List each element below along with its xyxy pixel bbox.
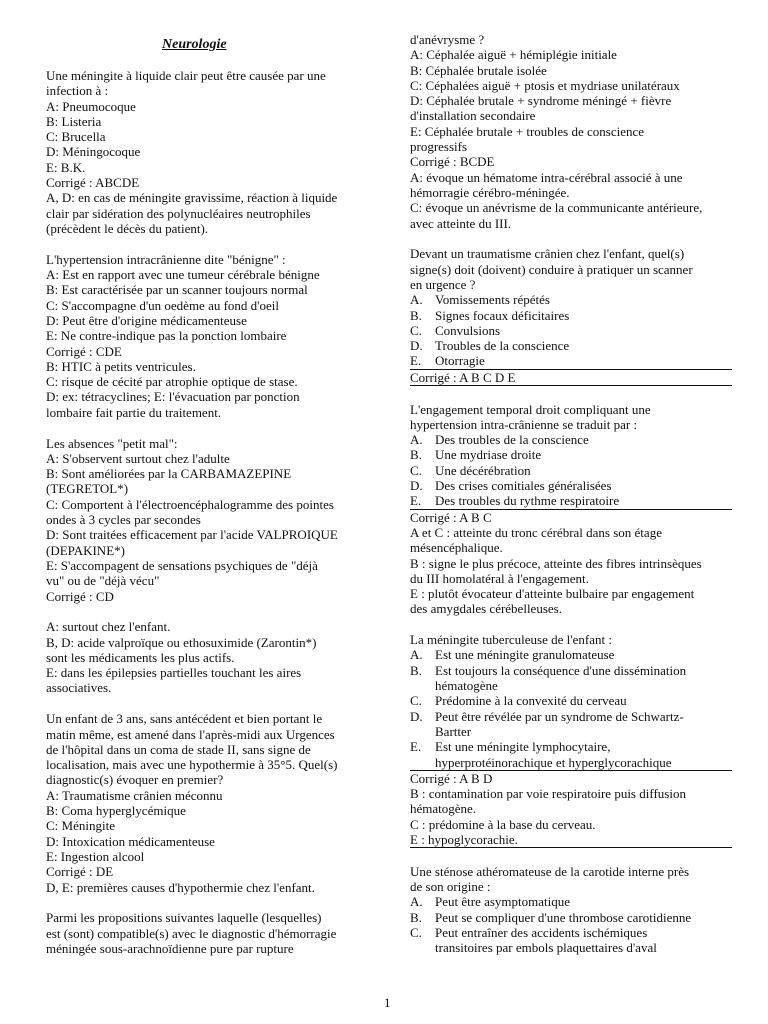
text-line: Corrigé : ABCDE [46,175,140,191]
option-text: Vomissements répétés [435,292,550,308]
option-line [410,647,732,662]
right-column [410,32,732,956]
option-text: Des troubles du rythme respiratoire [435,493,620,509]
text-line: C: Méningite [46,818,115,834]
text-line: infection à : [46,83,109,99]
option-text: Une décérébration [435,462,531,478]
option-line [410,910,732,925]
text-line: associatives. [46,680,112,696]
option-text: Convulsions [435,322,501,338]
option-line [410,353,732,369]
option-text: Des crises comitiales généralisées [435,478,612,494]
text-line: Les absences "petit mal": [46,435,178,451]
option-text: Peut être révélée par un syndrome de Schwartz- [435,708,684,724]
text-line: diagnostic(s) évoquer en premier? [46,772,224,788]
text-line: mésencéphalique. [410,540,503,556]
text-line: du III homolatéral à l'engagement. [410,570,589,586]
text-line: L'hypertension intracrânienne dite "bénigne" : [46,251,286,267]
option-text: Une mydriase droite [435,447,542,463]
option-continuation: hyperprotéinorachique et hyperglycorachique [410,755,732,771]
text-line: C: évoque un anévrisme de la communicante antérieure, [410,200,703,216]
option-continuation: hématogène [435,678,498,694]
text-line: (TEGRETOL*) [46,481,129,497]
text-line: L'engagement temporal droit compliquant une [410,401,651,417]
option-letter: B. [410,909,422,925]
text-line: d'anévrysme ? [410,32,485,47]
text-line: A: Pneumocoque [46,98,136,114]
option-line [410,663,732,678]
text-line: Corrigé : A B C [410,509,492,525]
text-line: D: ex: tétracyclines; E: l'évacuation par ponction [46,389,300,405]
text-line: D: Céphalée brutale + syndrome méningé + fièvre [410,93,672,109]
text-line: (précèdent le décès du patient). [46,220,209,236]
paragraph-gap [46,895,364,911]
option-text: Est toujours la conséquence d'une dissémination [435,662,687,678]
option-line [410,894,732,909]
text-line: Parmi les propositions suivantes laquelle (lesquelles) [46,910,322,926]
text-line: A, D: en cas de méningite gravissime, réaction à liquide [46,190,338,206]
text-line: Corrigé : A B C D E [410,370,732,386]
option-text: Peut être asymptomatique [435,894,571,910]
text-line: D: Intoxication médicamenteuse [46,833,215,849]
text-line: Une sténose athéromateuse de la carotide interne près [410,863,690,879]
text-line: hypertension intra-crânienne se traduit par : [410,416,638,432]
paragraph-gap [410,848,732,864]
text-line: E: Ingestion alcool [46,848,145,864]
text-line: D, E: premières causes d'hypothermie chez l'enfant. [46,879,315,895]
option-letter: C. [410,693,422,709]
option-line [410,925,732,940]
option-text: Peut se compliquer d'une thrombose carotidienne [435,909,692,925]
option-letter: A. [410,292,423,308]
page-title: Neurologie [162,37,227,52]
option-line [410,338,732,353]
text-line: de son origine : [410,879,491,895]
text-line: C: Brucella [46,129,106,145]
text-line: progressifs [410,139,468,155]
option-line [410,693,732,708]
option-letter: A. [410,432,423,448]
text-line: D: Peut être d'origine médicamenteuse [46,312,247,328]
text-line: d'installation secondaire [410,108,536,124]
option-line [410,709,732,724]
option-letter: A. [410,647,423,663]
paragraph-gap [410,386,732,402]
text-line: E: S'accompagent de sensations psychiques de "déjà [46,557,318,573]
option-letter: B. [410,662,422,678]
text-line: A: S'observent surtout chez l'adulte [46,450,230,466]
text-line: des amygdales cérébelleuses. [410,601,562,617]
text-line: (DEPAKINE*) [46,542,125,558]
text-line: B: HTIC à petits ventricules. [46,358,196,374]
option-letter: C. [410,322,422,338]
option-line [410,292,732,307]
text-line: A et C : atteinte du tronc cérébral dans son étage [410,524,662,540]
option-line [410,478,732,493]
text-line: B: Est caractérisée par un scanner toujours normal [46,282,308,298]
option-letter: C. [410,462,422,478]
text-line: A: surtout chez l'enfant. [46,619,171,635]
text-line: est (sont) compatible(s) avec le diagnostic d'hémorragie [46,925,337,941]
text-line: C : prédomine à la base du cerveau. [410,816,596,832]
text-line: Corrigé : BCDE [410,154,495,170]
paragraph-gap [410,231,732,247]
text-line: Corrigé : DE [46,864,114,880]
text-line: B : contamination par voie respiratoire puis diffusion [410,786,686,802]
text-line: matin même, est amené dans l'après-midi aux Urgences [46,726,335,742]
text-line: avec atteinte du III. [410,215,512,231]
text-line: sont les médicaments les plus actifs. [46,649,235,665]
text-line: D: Méningocoque [46,144,141,160]
option-text: Otorragie [435,353,485,369]
page-number: 1 [384,995,391,1010]
option-continuation: transitoires par embols plaquettaires d'aval [435,940,657,956]
text-line: localisation, mais avec une hypothermie à 35°5. Quel(s) [46,757,338,773]
left-column [46,68,364,956]
option-letter: B. [410,447,422,463]
text-line: de l'hôpital dans un coma de stade II, sans signe de [46,741,311,757]
option-letter: E. [410,739,422,755]
text-line: E: dans les épilepsies partielles touchant les aires [46,665,302,681]
text-line: lombaire fait partie du traitement. [46,404,222,420]
text-line: E: Ne contre-indique pas la ponction lombaire [46,328,287,344]
text-line: Corrigé : CDE [46,343,122,359]
option-letter: D. [410,478,423,494]
paragraph-gap [46,420,364,436]
option-letter: D. [410,338,423,354]
text-line: Une méningite à liquide clair peut être causée par une [46,68,326,83]
text-line: méningée sous-arachnoïdienne pure par rupture [46,940,294,956]
text-line: E : hypoglycorachie. [410,832,732,848]
option-line [410,463,732,478]
option-line [410,447,732,462]
text-line: B: Sont améliorées par la CARBAMAZEPINE [46,466,292,482]
option-text: Signes focaux déficitaires [435,307,570,323]
option-letter: E. [410,493,422,509]
text-line: en urgence ? [410,276,476,292]
text-line: D: Sont traitées efficacement par l'acide VALPROIQUE [46,527,338,543]
option-continuation: Bartter [435,723,472,739]
text-line: C: S'accompagne d'un oedème au fond d'oeil [46,297,280,313]
text-line: La méningite tuberculeuse de l'enfant : [410,632,612,648]
option-text: Troubles de la conscience [435,338,570,354]
text-line: A: évoque un hématome intra-cérébral associé à une [410,169,683,185]
paragraph-gap [46,696,364,712]
text-line: E: Céphalée brutale + troubles de conscience [410,123,645,139]
text-line: E: B.K. [46,159,86,175]
text-line: A: Est en rapport avec une tumeur cérébrale bénigne [46,267,320,283]
text-line: clair par sidération des polynucléaires neutrophiles [46,205,311,221]
text-line: E : plutôt évocateur d'atteinte bulbaire par engagement [410,586,695,602]
text-line: C: risque de cécité par atrophie optique de stase. [46,374,298,390]
text-line: B : signe le plus précoce, atteinte des fibres intrinsèques [410,555,702,571]
text-line: B: Céphalée brutale isolée [410,62,547,78]
text-line: C: Céphalées aiguë + ptosis et mydriase unilatéraux [410,77,680,93]
paragraph-gap [410,617,732,633]
text-line: B, D: acide valproïque ou ethosuximide (Zarontin*) [46,634,317,650]
option-line [410,323,732,338]
text-line: Un enfant de 3 ans, sans antécédent et bien portant le [46,711,323,727]
option-letter: E. [410,353,422,369]
text-line: hémorragie cérébro-méningée. [410,184,570,200]
text-line: C: Comportent à l'électroencéphalogramme des pointes [46,496,334,512]
option-text: Prédomine à la convexité du cerveau [435,693,627,709]
text-line: B: Coma hyperglycémique [46,803,186,819]
option-text: Est une méningite lymphocytaire, [435,739,611,755]
text-line: B: Listeria [46,113,102,129]
text-line: ondes à 3 cycles par secondes [46,512,201,528]
option-letter: B. [410,307,422,323]
option-text: Des troubles de la conscience [435,432,589,448]
text-line: Corrigé : CD [46,588,114,604]
option-line [410,432,732,447]
text-line: hématogène. [410,801,477,817]
paragraph-gap [46,236,364,252]
option-text: Peut entraîner des accidents ischémiques [435,925,648,941]
text-line: A: Céphalée aiguë + hémiplégie initiale [410,47,617,63]
option-letter: C. [410,925,422,941]
text-line: signe(s) doit (doivent) conduire à pratiquer un scanner [410,261,693,277]
option-text: Est une méningite granulomateuse [435,647,615,663]
option-line [410,739,732,754]
text-line: vu" ou de "déjà vécu" [46,573,160,589]
text-line: Devant un traumatisme crânien chez l'enfant, quel(s) [410,246,685,262]
option-letter: D. [410,708,423,724]
paragraph-gap [46,604,364,620]
text-line: A: Traumatisme crânien méconnu [46,787,223,803]
option-line [410,493,732,509]
option-letter: A. [410,894,423,910]
text-line: Corrigé : A B D [410,770,493,786]
option-line [410,308,732,323]
